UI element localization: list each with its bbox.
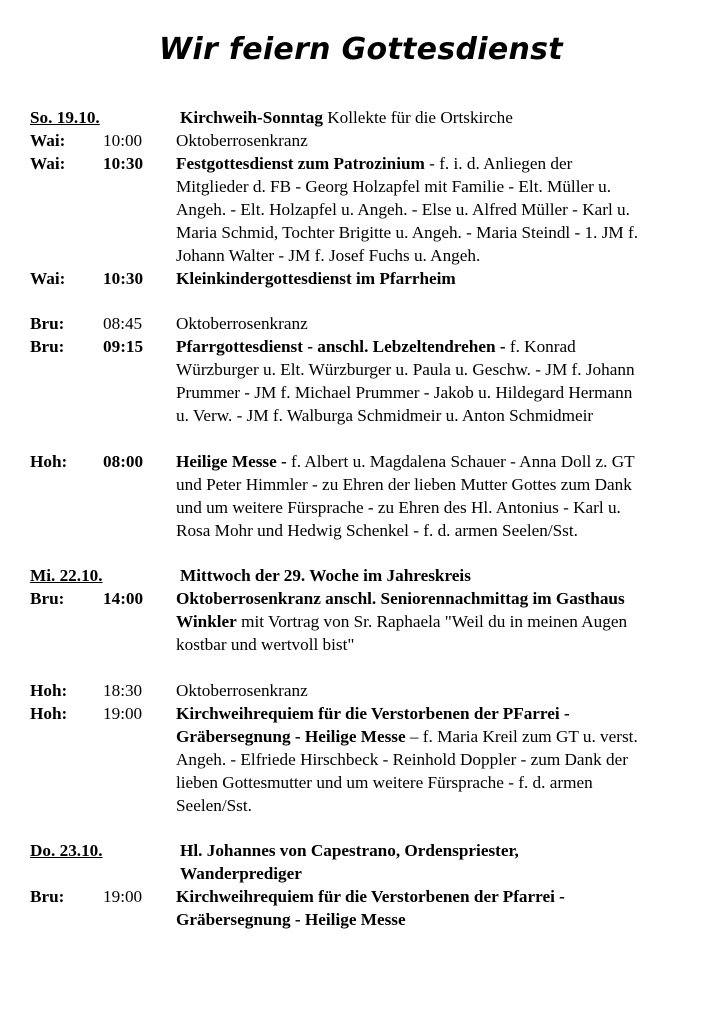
entry-intentions: f. Konrad Würzburger u. Elt. Würzburger u. Paula u. Geschw. - JM f. Johann Prummer - JM f. Michael Prummer - Jakob u. Hildegard Hermann u. Verw. - JM f. Walburga Schmidmeir u. Anton Schmidmeir: [176, 337, 635, 425]
entry-location: Hoh:: [30, 452, 68, 471]
entry-time: 19:00: [103, 887, 143, 906]
entry-text: [176, 702, 700, 817]
entry-intentions: mit Vortrag von Sr. Raphaela "Weil du in meinen Augen kostbar und wertvoll bist": [176, 612, 628, 654]
entry-text: [176, 152, 700, 267]
entry-title: Festgottesdienst zum Patrozinium: [176, 154, 425, 173]
entry-time: 18:30: [103, 681, 143, 700]
entry-location: Bru:: [30, 314, 65, 333]
entry-title: Heilige Messe -: [176, 452, 287, 471]
day-title: [176, 106, 700, 129]
entry-intentions: - f. i. d. Anliegen der Mitglieder d. FB - Georg Holzapfel mit Familie - Elt. Müller u. Angeh. - Elt. Holzapfel u. Angeh. - Else u. Alfred Müller - Karl u. Maria Schmid, Tochter Brigitte u. Angeh. - Maria Steindl - 1. JM f. Johann Walter - JM f. Josef Fuchs u. Angeh.: [176, 154, 638, 265]
service-entry: [30, 335, 700, 427]
entry-location: Hoh:: [30, 704, 68, 723]
entry-time: 19:00: [103, 704, 143, 723]
entry-location: Bru:: [30, 337, 65, 356]
entry-text: [176, 587, 700, 656]
day-header: [30, 564, 700, 587]
entry-time: 14:00: [103, 589, 144, 608]
day-date: So. 19.10.: [30, 108, 100, 127]
entry-title: Kirchweihrequiem für die Verstorbenen der PFarrei - Gräbersegnung - Heilige Messe: [176, 704, 570, 746]
entry-time: 10:30: [103, 154, 144, 173]
entry-location: Wai:: [30, 131, 66, 150]
entry-time: 10:00: [103, 131, 143, 150]
service-entry: [30, 129, 700, 152]
entry-intentions: f. Albert u. Magdalena Schauer - Anna Doll z. GT und Peter Himmler - zu Ehren der lieben Mutter Gottes zum Dank und um weitere Fürsprache - zu Ehren des Hl. Antonius - Karl u. Rosa Mohr und Hedwig Schenkel - f. d. armen Seelen/Sst.: [176, 452, 635, 540]
entry-location: Hoh:: [30, 681, 68, 700]
entry-text: [176, 450, 700, 542]
entry-location: Bru:: [30, 887, 65, 906]
entry-intentions: – f. Maria Kreil zum GT u. verst. Angeh. - Elfriede Hirschbeck - Reinhold Doppler - zum Dank der lieben Gottesmutter und um weitere Fürsprache - f. d. armen Seelen/Sst.: [176, 727, 638, 815]
entry-text: [176, 267, 700, 290]
day-header: [30, 839, 700, 885]
entry-text: Oktoberrosenkranz: [176, 314, 308, 333]
entry-text: [176, 335, 700, 427]
service-entry: [30, 450, 700, 542]
entry-text: Oktoberrosenkranz: [176, 131, 308, 150]
service-entry: [30, 702, 700, 817]
entry-location: Bru:: [30, 589, 65, 608]
service-entry: [30, 587, 700, 656]
service-entry: [30, 152, 700, 267]
schedule: [30, 106, 700, 931]
entry-title: Kleinkindergottesdienst im Pfarrheim: [176, 269, 456, 288]
day-date: Do. 23.10.: [30, 841, 103, 860]
day-title: Mittwoch der 29. Woche im Jahreskreis: [180, 566, 471, 585]
page-title: Wir feiern Gottesdienst: [159, 32, 563, 67]
entry-title: Kirchweihrequiem für die Verstorbenen der Pfarrei - Gräbersegnung - Heilige Messe: [176, 887, 565, 929]
day-date: Mi. 22.10.: [30, 566, 103, 585]
entry-text: [176, 885, 700, 931]
entry-text: Oktoberrosenkranz: [176, 681, 308, 700]
entry-location: Wai:: [30, 154, 66, 173]
entry-location: Wai:: [30, 269, 66, 288]
entry-time: 09:15: [103, 337, 144, 356]
service-entry: [30, 885, 700, 931]
entry-title: Oktoberrosenkranz anschl. Seniorennachmittag im Gasthaus Winkler: [176, 589, 625, 631]
entry-time: 08:00: [103, 452, 144, 471]
service-entry: [30, 679, 700, 702]
entry-title: Pfarrgottesdienst - anschl. Lebzeltendrehen -: [176, 337, 506, 356]
day-title-bold: Kirchweih-Sonntag: [180, 108, 323, 127]
entry-time: 08:45: [103, 314, 143, 333]
service-entry: [30, 267, 700, 290]
day-title-rest: Kollekte für die Ortskirche: [322, 108, 513, 127]
day-header: [30, 106, 700, 129]
entry-time: 10:30: [103, 269, 144, 288]
day-title: Hl. Johannes von Capestrano, Ordenspriester, Wanderprediger: [180, 841, 519, 883]
service-entry: [30, 312, 700, 335]
